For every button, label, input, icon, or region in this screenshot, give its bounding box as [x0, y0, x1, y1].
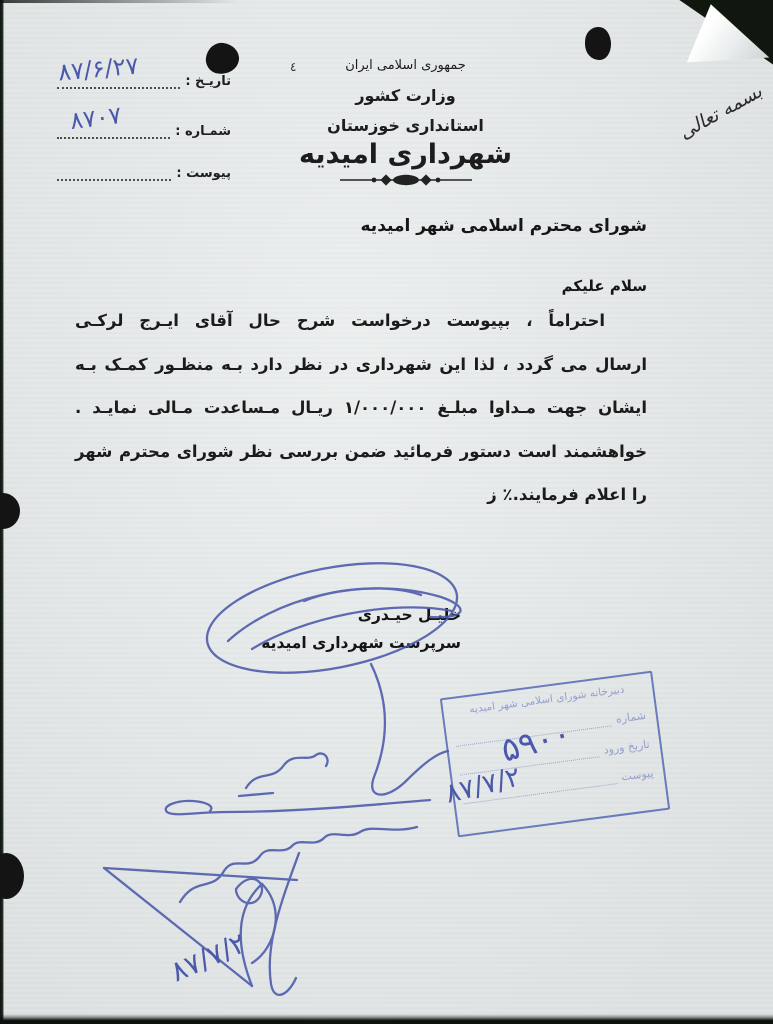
date-value-handwritten: ۸۷/۶/۲۷	[56, 51, 140, 87]
stamp-entry-date-label: تاریخ ورود	[602, 737, 651, 757]
bismillah-calligraphy: بسمه تعالی	[675, 80, 766, 144]
signature-scribble	[198, 545, 466, 795]
attachment-row	[55, 166, 231, 181]
body-line: ارسال می گردد ، لذا این شهرداری در نظر دارد بـه منظـور کمـک بـه	[75, 354, 647, 374]
recipient-line: شورای محترم اسلامی شهر امیدیه	[360, 216, 647, 236]
bottom-date-handwritten: ۸۷/۷/۲	[165, 926, 252, 989]
body-line: خواهشمند است دستور فرمائید ضمن بررسی نظر شورای محترم شهر	[75, 441, 647, 461]
number-label: شمـاره :	[175, 124, 231, 139]
letterhead-municipality: شهرداری امیدیه	[298, 139, 513, 170]
ink-blob-top-left	[204, 41, 241, 76]
stray-print-mark: ٤	[290, 60, 297, 74]
stamp-date-handwritten: ۸۷/۷/۲	[442, 761, 524, 810]
letterhead-province: استانداری خوزستان	[327, 116, 484, 135]
body-line: احتراماً ، بپیوست درخواست شرح حال آقای ایـرج لرکـی	[75, 311, 605, 330]
registry-stamp	[440, 671, 670, 838]
header-divider-ornament	[268, 172, 543, 191]
date-label: تاریـخ :	[185, 74, 231, 89]
body-line: را اعلام فرمایند.٪ ز	[487, 485, 647, 504]
number-value-handwritten: ۸۷۰۷	[68, 100, 124, 136]
ink-blob-left-middle	[0, 493, 20, 529]
body-line: ایشان جهت مـداوا مبلـغ ۱/۰۰۰/۰۰۰ ریـال مـساعدت مـالی نمایـد .	[75, 398, 648, 417]
signature-name: خلیـل حیـدری	[357, 606, 461, 624]
stamp-number-label: شماره	[615, 708, 647, 726]
letterhead	[268, 58, 543, 191]
stamp-number-dotted-line	[455, 716, 612, 746]
stamp-title: دبیرخانه شورای اسلامی شهر امیدیه	[468, 683, 626, 716]
attachment-dotted-line	[57, 167, 171, 181]
annotation-scribbles	[104, 753, 430, 994]
page-edge-top	[0, 0, 240, 3]
attachment-label: پیوست :	[176, 166, 231, 181]
stamp-attachment-dotted-line	[462, 774, 617, 804]
ink-blob-top-right	[585, 27, 611, 60]
salutation: سلام علیکم	[561, 277, 647, 295]
stamp-number-handwritten: ۵۹۰۰	[496, 712, 576, 770]
letterhead-ministry: وزارت کشور	[355, 86, 456, 105]
body-paragraph	[75, 311, 647, 529]
stamp-entry-date-dotted-line	[459, 747, 600, 775]
signature-block	[261, 606, 461, 652]
letterhead-country: جمهوری اسلامی ایران	[345, 58, 466, 73]
stamp-attachment-row	[462, 766, 654, 804]
ink-blob-left-bottom	[0, 853, 24, 899]
signature-title: سرپرست شهرداری امیدیه	[261, 634, 461, 652]
stamp-attachment-label: پیوست	[620, 766, 655, 784]
page-edge-bottom	[0, 1014, 773, 1024]
